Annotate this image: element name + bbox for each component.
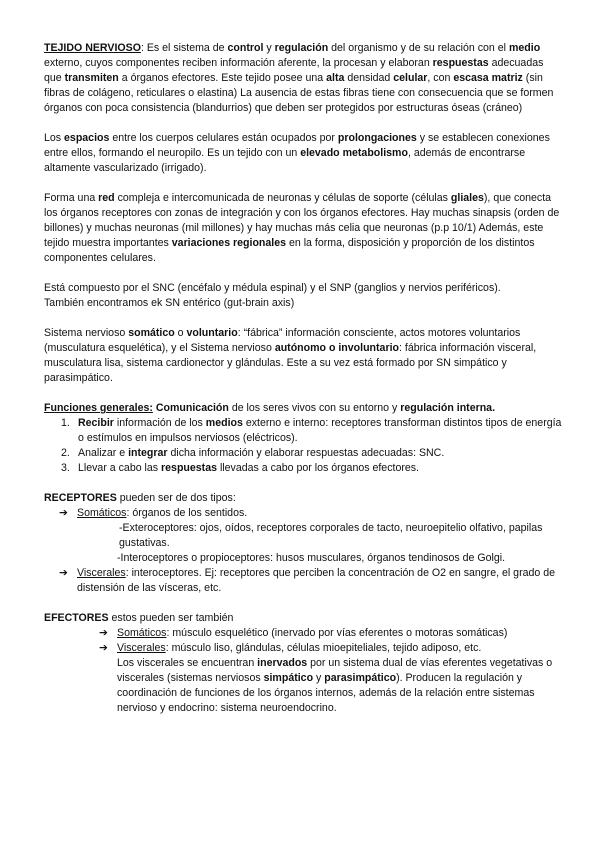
funciones-heading: Funciones generales: [44, 402, 153, 414]
snc-paragraph [44, 281, 564, 311]
funciones-heading-line: Funciones generales: Comunicación de los seres vivos con su entorno y regulación interna. [44, 402, 496, 414]
list-item: 3. Llevar a cabo las respuestas llevadas a cabo por los órganos efectores. [61, 462, 419, 474]
efectores-heading-line: EFECTORES estos pueden ser también [44, 612, 234, 624]
arrow-right-icon: ➔ [59, 567, 68, 579]
document-page [44, 41, 564, 716]
funciones-list [44, 416, 564, 476]
espacios-paragraph: Los espacios entre los cuerpos celulares están ocupados por prolongaciones y se establecen conexiones entre ellos, formando el neuropilo. Es un tejido con un elevado metabolismo, además de encontrarse altamente vascularizado (irrigado). [44, 132, 550, 174]
snc-line-2: También encontramos ek SN entérico (gut-brain axis) [44, 297, 295, 309]
receptores-section [44, 491, 564, 596]
tejido-nervioso-title: TEJIDO NERVIOSO [44, 42, 141, 54]
receptores-somaticos-item: ➔ Somáticos: órganos de los sentidos. [59, 507, 248, 519]
efectores-viscerales-detail: Los viscerales se encuentran inervados por un sistema dual de vías eferentes vegetativas o viscerales (sistemas nerviosos simpático y parasimpático). Producen la regulación y coordinación de funciones de los órganos internos, además de la relación entre sistemas nervioso y endocrino: sistema neuroendocrino. [117, 657, 553, 714]
efectores-section [44, 611, 564, 716]
arrow-right-icon: ➔ [99, 642, 108, 654]
funciones-section [44, 401, 564, 476]
arrow-right-icon: ➔ [99, 627, 108, 639]
interoceptores-text: -Interoceptores o propioceptores: husos musculares, órganos tendinosos de Golgi. [117, 552, 506, 564]
efectores-viscerales-item: ➔ Viscerales: músculo liso, glándulas, células mioepiteliales, tejido adiposo, etc. [99, 642, 482, 654]
snc-line-1: Está compuesto por el SNC (encéfalo y médula espinal) y el SNP (ganglios y nervios periféricos). [44, 282, 501, 294]
sistema-paragraph: Sistema nervioso somático o voluntario: “fábrica” información consciente, actos motores voluntarios (musculatura esquelética), y el Sistema nervioso autónomo o involuntario: fábrica información visceral, musculatura lisa, sistema cardionector y glándulas. Este a su vez está formado por SN simpático y parasimpático. [44, 327, 537, 384]
efectores-heading: EFECTORES [44, 612, 109, 624]
arrow-right-icon: ➔ [59, 507, 68, 519]
exteroceptores-text: -Exteroceptores: ojos, oídos, receptores corporales de tacto, neuroepitelio olfativo, papilas gustativas. [119, 522, 543, 549]
receptores-heading: RECEPTORES [44, 492, 117, 504]
list-item: 2. Analizar e integrar dicha información y elaborar respuestas adecuadas: SNC. [61, 447, 445, 459]
red-paragraph: Forma una red compleja e intercomunicada de neuronas y células de soporte (células gliales), que conecta los órganos receptores con zonas de integración y con los órganos efectores. Hay muchas sinapsis (orden de billones) y muchas neuronas (mil millones) y hay muchas más celia que neuronas (p.p 10/1) Además, este tejido muestra importantes variaciones regionales en la forma, disposición y proporción de los distintos componentes celulares. [44, 192, 560, 264]
efectores-somaticos-item: ➔ Somáticos: músculo esquelético (inervado por vías eferentes o motoras somáticas) [99, 627, 508, 639]
receptores-viscerales-item: ➔ Viscerales: interoceptores. Ej: receptores que perciben la concentración de O2 en sangre, el grado de distensión de las vísceras, etc. [59, 567, 555, 594]
list-item: 1. Recibir información de los medios externo e interno: receptores transforman distintos tipos de energía o estímulos en impulsos nerviosos (eléctricos). [61, 417, 562, 444]
receptores-heading-line: RECEPTORES pueden ser de dos tipos: [44, 492, 236, 504]
tejido-nervioso-paragraph: TEJIDO NERVIOSO: Es el sistema de control y regulación del organismo y de su relación con el medio externo, cuyos componentes reciben información aferente, la procesan y elaboran respuestas adecuadas que transmiten a órganos efectores. Este tejido posee una alta densidad celular, con escasa matriz (sin fibras de colágeno, reticulares o elastina) La ausencia de estas fibras tiene con consecuencia que se formen órganos con poca consistencia (blandurrios) que deben ser protegidos por estructuras óseas (cráneo) [44, 42, 554, 114]
